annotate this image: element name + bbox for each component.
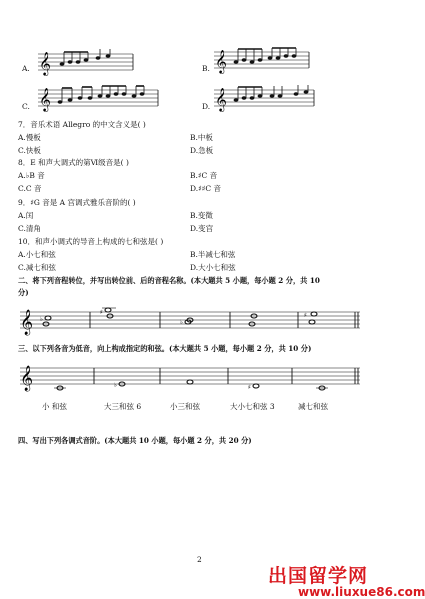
staff-option-d: [214, 84, 319, 112]
q10-stem: 10．和声小调式的导音上构成的七和弦是( ): [18, 237, 164, 246]
svg-text:♭: ♭: [40, 316, 43, 323]
q10-option-c: C.减七和弦: [18, 263, 56, 272]
watermark-name: 出国留学网: [268, 565, 369, 587]
section2-title: 二、将下列音程转位，并写出转位前、后的音程名称。(本大题共 5 小题，每小题 2 分，共 10: [18, 276, 320, 285]
svg-text:♭: ♭: [114, 382, 117, 389]
q9-option-b: B.变徵: [190, 211, 213, 220]
svg-text:♯: ♯: [248, 384, 251, 391]
option-c-label: C.: [22, 102, 30, 111]
section2-title-cont: 分): [18, 288, 29, 297]
q7-stem: 7．音乐术语 Allegro 的中文含义是( ): [18, 120, 146, 129]
q8-option-c: C.C 音: [18, 184, 42, 193]
option-b-label: B.: [202, 64, 210, 73]
chord-label-5: 减七和弦: [298, 402, 328, 411]
option-a-label: A.: [22, 64, 30, 73]
chord-label-2: 大三和弦 6: [104, 402, 142, 411]
treble-clef-icon: 𝄞: [215, 49, 227, 73]
section2-staff: [20, 306, 362, 336]
staff-option-a: [38, 48, 138, 76]
watermark-url: www.liuxue86.com: [298, 585, 425, 599]
chord-label-1: 小 和弦: [42, 402, 67, 411]
page-number: 2: [197, 555, 202, 564]
q7-option-a: A.慢板: [18, 133, 41, 142]
q7-option-c: C.快板: [18, 146, 41, 155]
svg-text:♭: ♭: [180, 319, 183, 326]
q7-option-d: D.急板: [190, 146, 214, 155]
treble-clef-icon: 𝄞: [39, 87, 51, 111]
q10-option-a: A.小七和弦: [18, 250, 56, 259]
q9-stem: 9．♯G 音是 A 宫调式雅乐音阶的( ): [18, 198, 136, 207]
q8-stem: 8．E 和声大调式的第Ⅵ级音是( ): [18, 158, 129, 167]
svg-text:♯: ♯: [100, 309, 103, 316]
treble-clef-icon: 𝄞: [20, 366, 34, 391]
q10-option-d: D.大小七和弦: [190, 263, 236, 272]
watermark-logo: [268, 565, 425, 599]
svg-text:♯: ♯: [304, 312, 307, 319]
q8-option-b: B.♯C 音: [190, 171, 218, 180]
q9-option-a: A.闰: [18, 211, 34, 220]
chord-label-4: 大小七和弦 3: [230, 402, 275, 411]
q8-option-d: D.♯♯C 音: [190, 184, 222, 193]
treble-clef-icon: 𝄞: [20, 310, 34, 335]
q9-option-d: D.变宫: [190, 224, 214, 233]
staff-option-b: [214, 46, 314, 74]
treble-clef-icon: 𝄞: [39, 51, 51, 75]
section3-title: 三、以下列各音为低音，向上构成指定的和弦。(本大题共 5 小题，每小题 2 分，共 10 分): [18, 344, 312, 353]
staff-option-c: [38, 84, 163, 112]
q10-option-b: B.半减七和弦: [190, 250, 236, 259]
q9-option-c: C.清角: [18, 224, 41, 233]
treble-clef-icon: 𝄞: [215, 87, 227, 111]
section4-title: 四、写出下列各调式音阶。(本大题共 10 小题，每小题 2 分，共 20 分): [18, 436, 252, 445]
q8-option-a: A.♭B 音: [18, 171, 45, 180]
q7-option-b: B.中板: [190, 133, 213, 142]
chord-label-3: 小三和弦: [170, 402, 200, 411]
section3-staff: [20, 362, 362, 396]
option-d-label: D.: [202, 102, 211, 111]
